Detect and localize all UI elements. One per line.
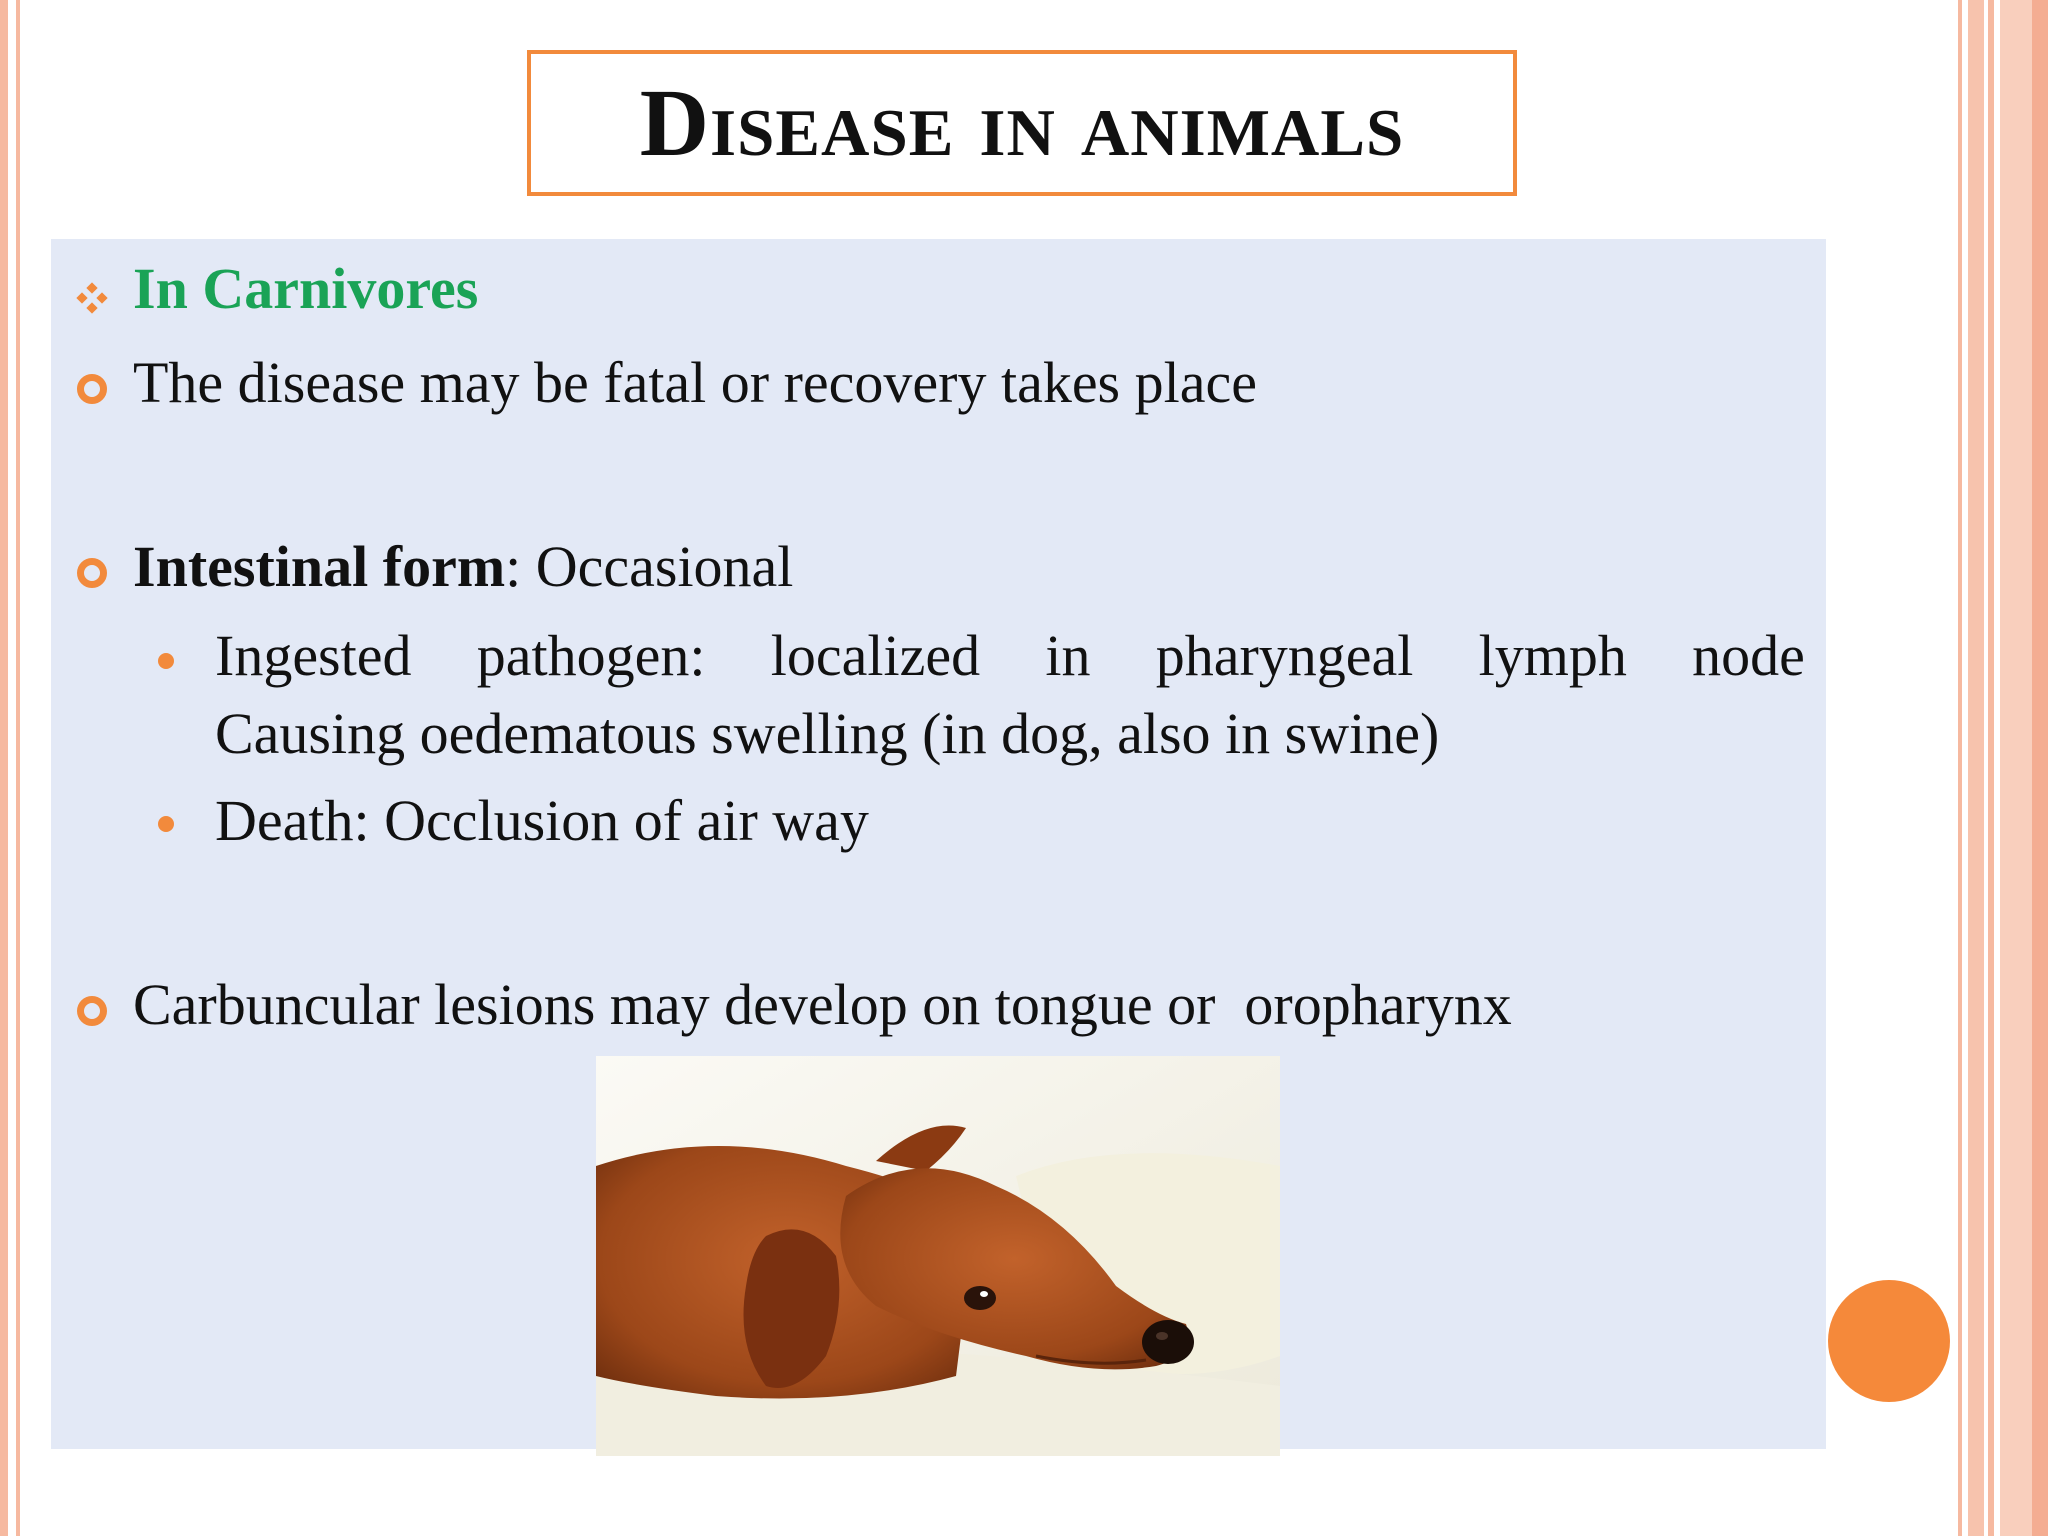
diamond-cluster-icon xyxy=(74,280,110,316)
accent-circle xyxy=(1828,1280,1950,1402)
section-heading: In Carnivores xyxy=(133,256,479,321)
bullet-intestinal-label: Intestinal form xyxy=(133,534,506,599)
bullet-carbuncular: Carbuncular lesions may develop on tongue or oropharynx xyxy=(133,972,1512,1037)
dot-bullet-icon xyxy=(158,653,174,669)
justified-word: lymph xyxy=(1478,623,1627,688)
frame-stripe-right-1 xyxy=(1958,0,1962,1536)
ring-bullet-icon xyxy=(77,558,107,588)
frame-stripe-right-3 xyxy=(1988,0,1994,1536)
justified-word: pathogen: xyxy=(476,623,706,688)
frame-stripe-left-outer xyxy=(0,0,8,1536)
justified-word: node xyxy=(1692,623,1805,688)
bullet-fatal: The disease may be fatal or recovery takes place xyxy=(133,350,1257,415)
justified-word: in xyxy=(1045,623,1091,688)
dot-bullet-icon xyxy=(158,816,174,832)
ring-bullet-icon xyxy=(77,374,107,404)
bullet-intestinal-value: : Occasional xyxy=(505,534,794,599)
frame-stripe-right-5 xyxy=(2032,0,2048,1536)
justified-word: pharyngeal xyxy=(1155,623,1414,688)
frame-stripe-left-inner xyxy=(16,0,20,1536)
slide-title: Disease in animals xyxy=(639,69,1405,176)
justified-word: localized xyxy=(770,623,981,688)
bullet-intestinal xyxy=(133,530,793,604)
frame-stripe-right-2 xyxy=(1968,0,1984,1536)
title-box xyxy=(527,50,1517,196)
sub-bullet-ingested-line1 xyxy=(215,617,1805,695)
sub-bullet-ingested xyxy=(215,617,1805,773)
justified-word: Ingested xyxy=(215,623,412,688)
sub-bullet-death: Death: Occlusion of air way xyxy=(215,788,869,853)
sub-bullet-ingested-line2: Causing oedematous swelling (in dog, also in swine) xyxy=(215,701,1440,766)
dog-photo xyxy=(596,1056,1280,1456)
ring-bullet-icon xyxy=(77,996,107,1026)
